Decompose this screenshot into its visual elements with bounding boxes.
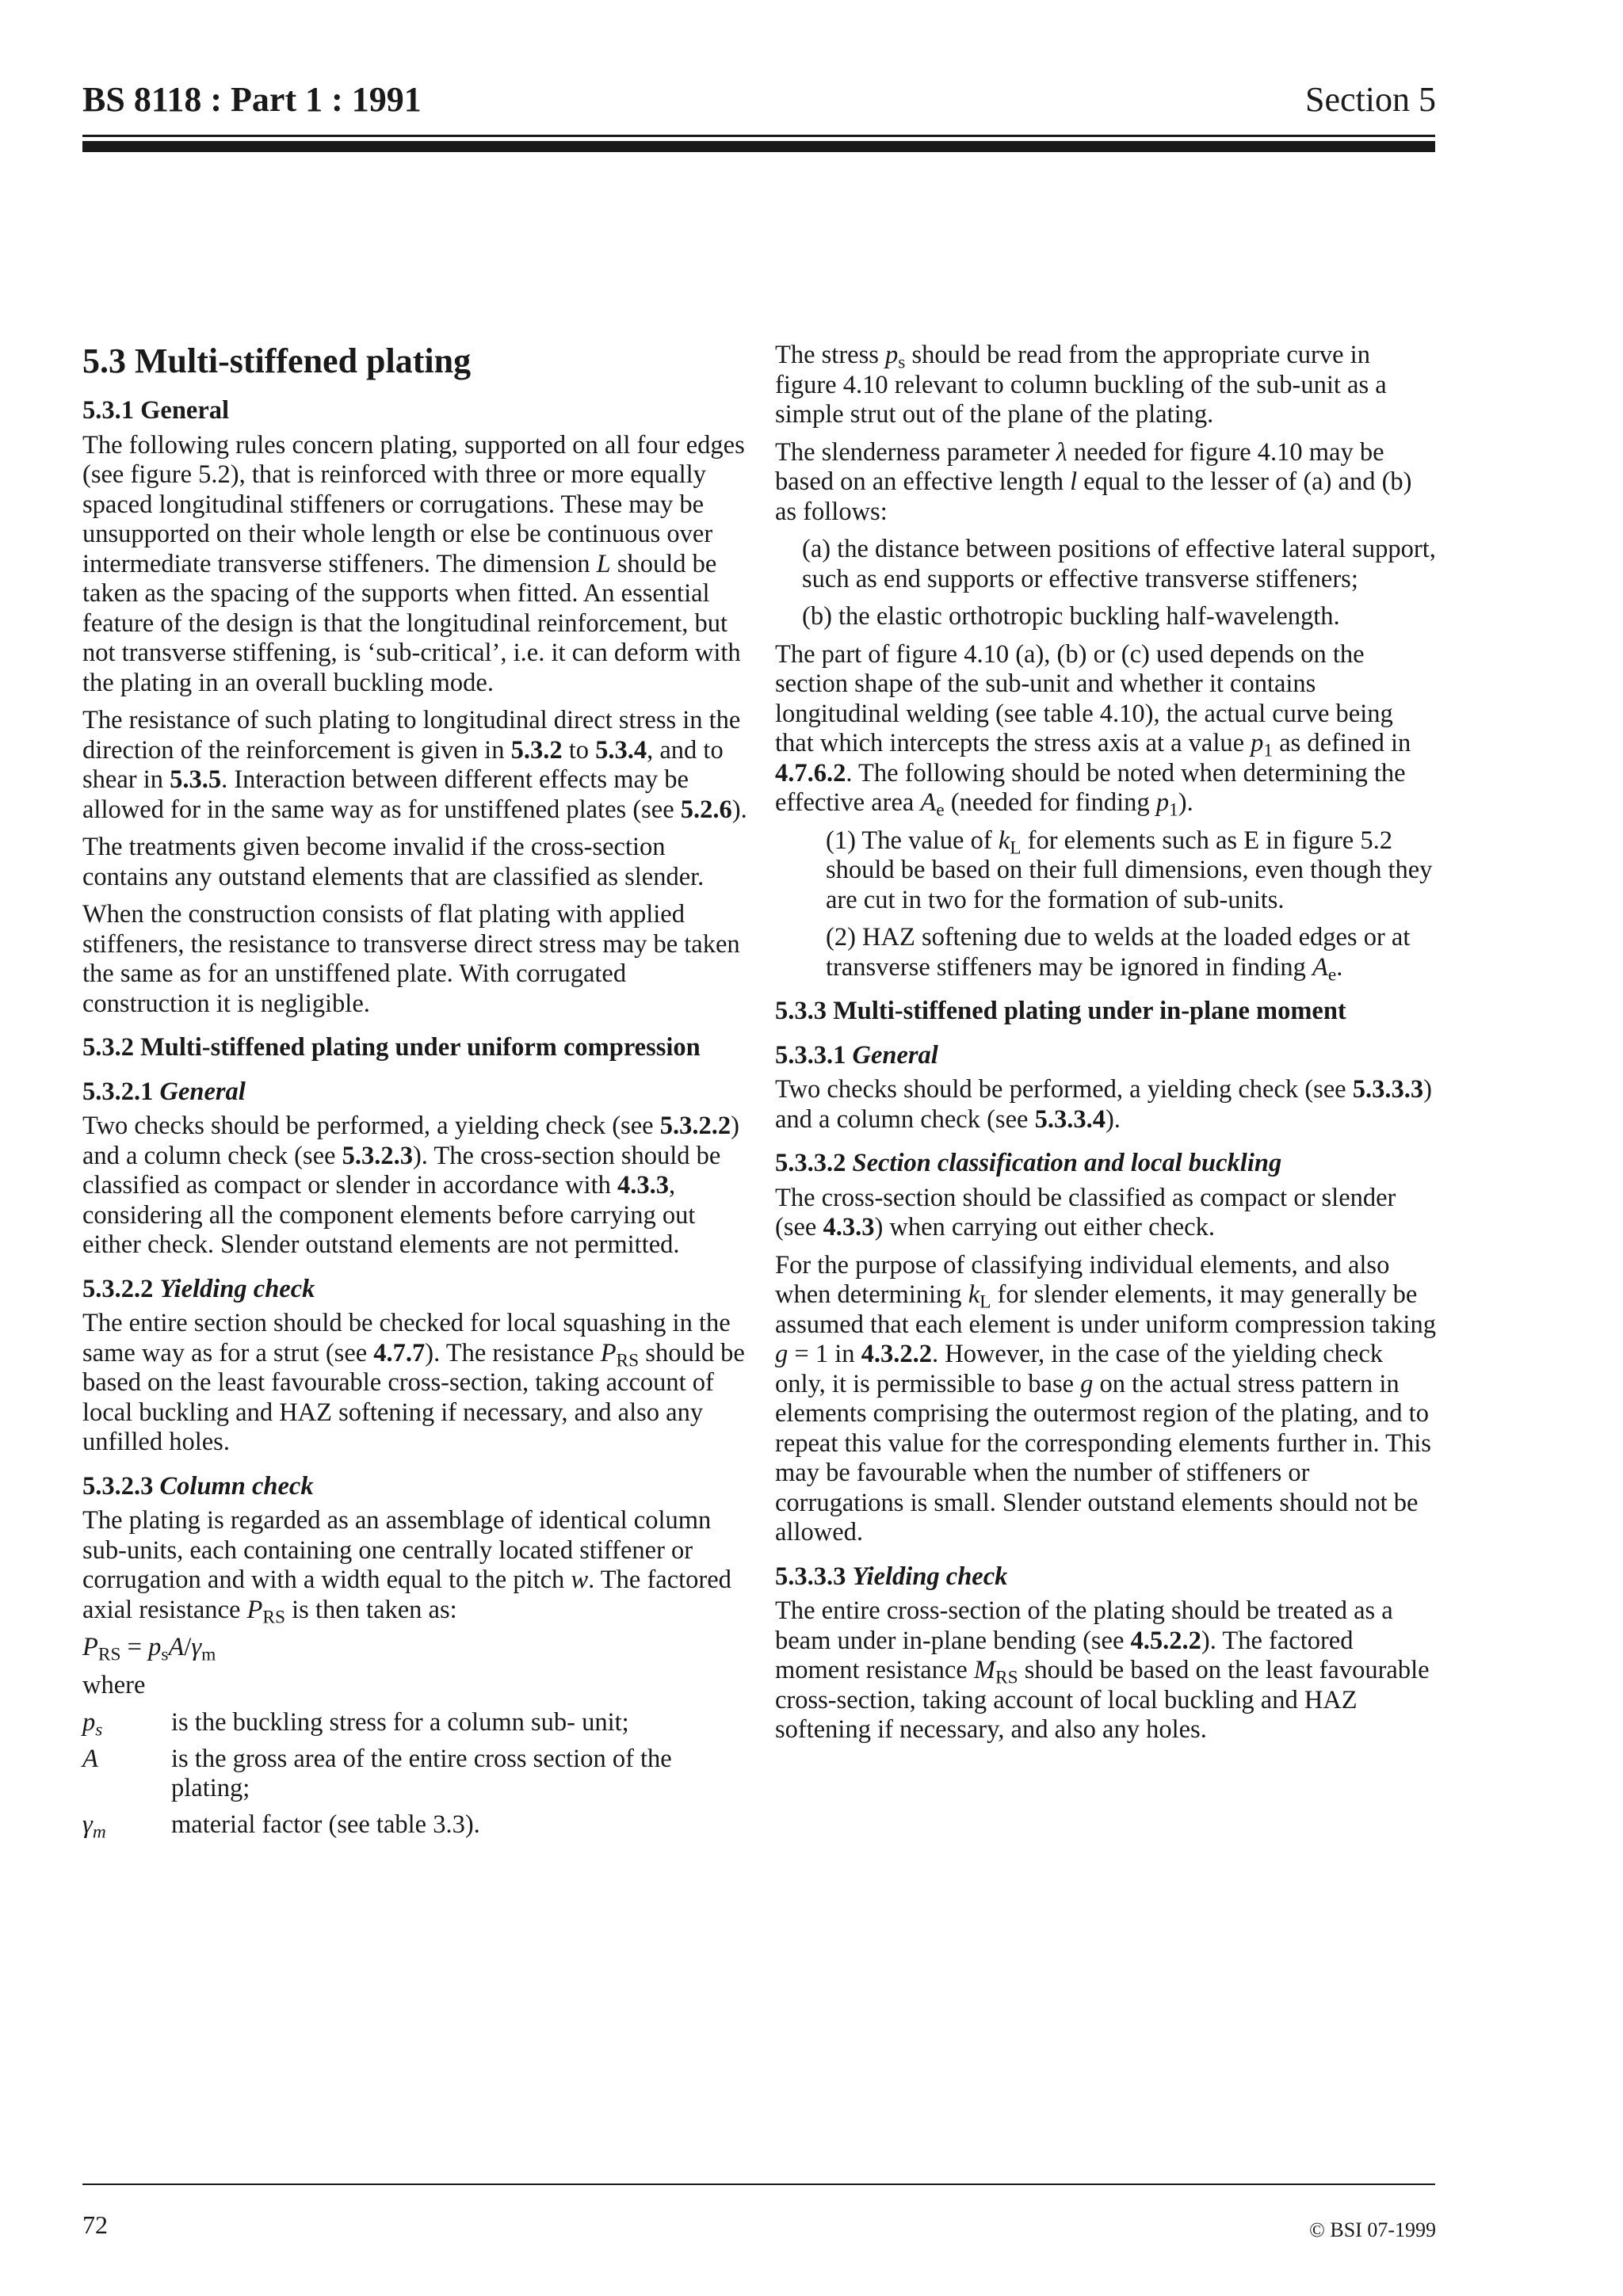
paragraph: The treatments given become invalid if the cross-section contains any outstand elements that are classified as slender. <box>82 833 705 891</box>
formula-prs: $P_{RS} = p_sA/\gamma_m$ <box>82 1633 216 1665</box>
clause-heading-5-3-3-2: 5.3.3.2 Section classification and local buckling <box>775 1149 1282 1177</box>
clause-heading-5-3-3-1: 5.3.3.1 General <box>775 1040 938 1070</box>
note-1: (1) The value of $k_L$ for elements such as E in figure 5.2 should be based on their full dimensions, even though they are cut in two for the formation of sub-units. <box>826 826 1433 914</box>
left-column <box>82 341 748 1846</box>
definition-text: is the gross area of the entire cross section of the plating; <box>171 1744 672 1802</box>
copyright-notice: © BSI 07-1999 <box>1309 2218 1436 2241</box>
right-column <box>775 341 1436 1753</box>
subsection-heading-5-3-2: 5.3.2 Multi-stiffened plating under uniform compression <box>82 1033 701 1062</box>
definition-row <box>82 1708 748 1741</box>
clause-heading-5-3-2-2: 5.3.2.2 Yielding check <box>82 1274 315 1303</box>
clause-reference: 5.3.4 <box>595 735 647 765</box>
paragraph: The slenderness parameter λ needed for figure 4.10 may be based on an effective length l equal to the lesser of (a) and (b) as follows: <box>775 437 1412 526</box>
paragraph: Two checks should be performed, a yielding check (see 5.3.3.3) and a column check (see 5.3.3.4). <box>775 1075 1432 1134</box>
paragraph: The following rules concern plating, supported on all four edges (see figure 5.2), that is reinforced with three or more equally spaced longitudinal stiffeners or corrugations. These may be unsupported on their whole length or else be continuous over intermediate transverse stiffeners. The dimension L should be taken as the spacing of the supports when fitted. An essential feature of the design is that the longitudinal reinforcement, but not transverse stiffening, is ‘sub-critical’, i.e. it can deform with the plating in an overall buckling mode. <box>82 430 745 697</box>
note-2: (2) HAZ softening due to welds at the loaded edges or at transverse stiffeners may be ignored in finding $A_e$. <box>826 923 1411 986</box>
paragraph: The plating is regarded as an assemblage of identical column sub-units, each containing one centrally located stiffener or corrugation and with a width equal to the pitch w. The factored axial resistance $P_{RS}$ is then taken as: <box>82 1506 731 1628</box>
paragraph: When the construction consists of flat plating with applied stiffeners, the resistance to transverse direct stress may be taken the same as for an unstiffened plate. With corrugated construction it is negligible. <box>82 900 740 1018</box>
definition-text: material factor (see table 3.3). <box>171 1810 480 1839</box>
paragraph: The entire cross-section of the plating should be treated as a beam under in-plane bending (see 4.5.2.2). The factored moment resistance $M_{RS}$ should be based on the least favourable cross-section, taking account of local buckling and HAZ softening if necessary, and also any holes. <box>775 1596 1430 1744</box>
paragraph: Two checks should be performed, a yielding check (see 5.3.2.2) and a column check (see 5.3.2.3). The cross-section should be classified as compact or slender in accordance with 4.3.3, considering all the component elements before carrying out either check. Slender outstand elements are not permitted. <box>82 1112 739 1259</box>
subsection-heading-5-3-1: 5.3.1 General <box>82 396 230 425</box>
header-rule-thick <box>82 141 1435 152</box>
clause-reference: 5.3.5 <box>170 765 222 794</box>
definition-row <box>82 1745 748 1804</box>
section-heading-5-3: 5.3 Multi-stiffened plating <box>82 341 472 380</box>
list-item-b: (b) the elastic orthotropic buckling half-wavelength. <box>802 602 1340 631</box>
paragraph: The entire section should be checked for local squashing in the same way as for a strut (see 4.7.7). The resistance $P_{RS}$ should be based on the least favourable cross-section, taking account of local buckling and HAZ softening if necessary, and also any unfilled holes. <box>82 1309 745 1456</box>
symbol: A <box>82 1744 98 1773</box>
definition-text: is the buckling stress for a column sub- unit; <box>171 1708 629 1737</box>
paragraph: The part of figure 4.10 (a), (b) or (c) used depends on the section shape of the sub-unit and whether it contains longitudinal welding (see table 4.10), the actual curve being that which intercepts the stress axis at a value $p_1$ as defined in 4.7.6.2. The following should be noted when determining the effective area $A_e$ (needed for finding $p_1$). <box>775 639 1411 821</box>
paragraph: The cross-section should be classified as compact or slender (see 4.3.3) when carrying out either check. <box>775 1183 1396 1241</box>
symbol: $\gamma_m$ <box>82 1810 106 1843</box>
clause-reference: 5.2.6 <box>680 795 732 824</box>
where-label: where <box>82 1670 146 1699</box>
definition-row <box>82 1810 748 1843</box>
footer-rule <box>82 2183 1435 2185</box>
symbol: $p_s$ <box>82 1708 103 1741</box>
header-standard-ref: BS 8118 : Part 1 : 1991 <box>82 80 422 119</box>
header-section: Section 5 <box>1305 80 1436 119</box>
paragraph: The resistance of such plating to longitudinal direct stress in the direction of the reinforcement is given in 5.3.2 to 5.3.4, and to shear in 5.3.5. Interaction between different effects may be allowed for in the same way as for unstiffened plates (see 5.2.6). <box>82 706 747 824</box>
list-item-a: (a) the distance between positions of effective lateral support, such as end supports or effective transverse stiffeners; <box>802 535 1436 593</box>
clause-reference: 5.3.2 <box>510 735 563 765</box>
clause-heading-5-3-2-1: 5.3.2.1 General <box>82 1077 246 1106</box>
paragraph: The stress $p_s$ should be read from the appropriate curve in figure 4.10 relevant to column buckling of the sub-unit as a simple strut out of the plane of the plating. <box>775 341 1387 429</box>
clause-heading-5-3-2-3: 5.3.2.3 Column check <box>82 1471 314 1501</box>
paragraph: For the purpose of classifying individual elements, and also when determining $k_L$ for slender elements, it may generally be assumed that each element is under uniform compression taking g = 1 in 4.3.2.2. However, in the case of the yielding check only, it is permissible to base g on the actual stress pattern in elements comprising the outermost region of the plating, and to repeat this value for the corresponding elements further in. This may be favourable when the number of stiffeners or corrugations is small. Slender outstand elements should not be allowed. <box>775 1250 1436 1547</box>
header-rule-thin <box>82 135 1435 137</box>
symbol-definitions <box>82 1708 748 1843</box>
page-number: 72 <box>82 2210 108 2239</box>
subsection-heading-5-3-3: 5.3.3 Multi-stiffened plating under in-plane moment <box>775 997 1346 1025</box>
clause-heading-5-3-3-3: 5.3.3.3 Yielding check <box>775 1562 1008 1591</box>
